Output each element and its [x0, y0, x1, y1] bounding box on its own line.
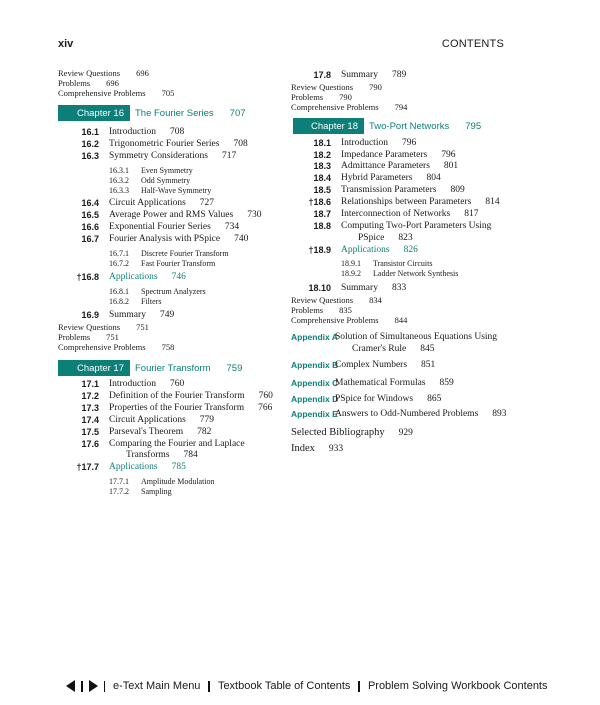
- previous-page-icon[interactable]: [66, 680, 75, 692]
- section-16-4[interactable]: 16.4 Circuit Applications 727: [81, 198, 215, 208]
- chapter-16-heading[interactable]: [58, 105, 246, 121]
- section-18-10[interactable]: 18.10 Summary 833: [308, 283, 407, 293]
- divider: [208, 681, 210, 692]
- section-16-1[interactable]: 16.1 Introduction 708: [81, 127, 185, 137]
- running-header: CONTENTS: [441, 38, 504, 50]
- index-entry[interactable]: Index 933: [291, 443, 344, 454]
- list-item[interactable]: Problems 790: [291, 92, 352, 102]
- list-item[interactable]: Problems 696: [58, 78, 119, 88]
- list-item[interactable]: Comprehensive Problems 844: [291, 315, 408, 325]
- section-17-1[interactable]: 17.1 Introduction 760: [81, 379, 185, 389]
- subsection[interactable]: 16.3.1 Even Symmetry: [109, 166, 193, 175]
- section-18-8[interactable]: 18.8 Computing Two-Port Parameters Using: [313, 221, 492, 231]
- chapter-17-heading[interactable]: [58, 360, 242, 376]
- chapter-page: 759: [226, 362, 243, 374]
- subsection[interactable]: 17.7.1 Amplitude Modulation: [109, 477, 215, 486]
- chapter-label: Chapter 17: [58, 360, 130, 376]
- list-item[interactable]: Review Questions 696: [58, 68, 149, 78]
- section-16-3[interactable]: 16.3 Symmetry Considerations 717: [81, 151, 237, 161]
- next-page-icon[interactable]: [89, 680, 98, 692]
- section-16-7[interactable]: 16.7 Fourier Analysis with PSpice 740: [81, 234, 249, 244]
- section-18-8-continued[interactable]: PSpice 823: [358, 233, 413, 243]
- section-17-2[interactable]: 17.2 Definition of the Fourier Transform 760: [81, 391, 273, 401]
- bibliography-entry[interactable]: Selected Bibliography 929: [291, 427, 413, 438]
- section-17-4[interactable]: 17.4 Circuit Applications 779: [81, 415, 215, 425]
- list-item[interactable]: Comprehensive Problems 794: [291, 102, 408, 112]
- chapter-title: Two-Port Networks: [369, 120, 450, 132]
- chapter-title: Fourier Transform: [135, 362, 211, 374]
- section-16-8[interactable]: †16.8 Applications 746: [76, 272, 186, 282]
- chapter-page: 707: [229, 107, 246, 119]
- divider: [81, 681, 83, 692]
- chapter-page: 795: [465, 120, 482, 132]
- section-17-6-continued[interactable]: Transforms 784: [126, 450, 198, 460]
- subsection[interactable]: 16.3.3 Half-Wave Symmetry: [109, 186, 212, 195]
- list-item[interactable]: Problems 751: [58, 332, 119, 342]
- section-17-5[interactable]: 17.5 Parseval's Theorem 782: [81, 427, 212, 437]
- divider: [104, 681, 106, 692]
- subsection[interactable]: 16.7.1 Discrete Fourier Transform: [109, 249, 229, 258]
- workbook-contents-link[interactable]: Problem Solving Workbook Contents: [367, 680, 548, 692]
- section-17-6[interactable]: 17.6 Comparing the Fourier and Laplace: [81, 439, 245, 449]
- subsection[interactable]: 18.9.2 Ladder Network Synthesis: [341, 269, 459, 278]
- section-18-5[interactable]: 18.5 Transmission Parameters 809: [313, 185, 465, 195]
- section-18-6[interactable]: †18.6 Relationships between Parameters 814: [308, 197, 500, 207]
- page-number: xiv: [58, 38, 74, 50]
- list-item[interactable]: Comprehensive Problems 758: [58, 342, 175, 352]
- section-17-3[interactable]: 17.3 Properties of the Fourier Transform 766: [81, 403, 273, 413]
- footer-nav: [66, 680, 550, 692]
- subsection[interactable]: 18.9.1 Transistor Circuits: [341, 259, 433, 268]
- section-18-7[interactable]: 18.7 Interconnection of Networks 817: [313, 209, 479, 219]
- chapter-18-heading[interactable]: [293, 118, 481, 134]
- list-item[interactable]: Problems 835: [291, 305, 352, 315]
- subsection[interactable]: 16.3.2 Odd Symmetry: [109, 176, 191, 185]
- list-item[interactable]: Review Questions 751: [58, 322, 149, 332]
- subsection[interactable]: 16.7.2 Fast Fourier Transform: [109, 259, 216, 268]
- section-18-3[interactable]: 18.3 Admittance Parameters 801: [313, 161, 459, 171]
- section-18-2[interactable]: 18.2 Impedance Parameters 796: [313, 150, 456, 160]
- section-16-5[interactable]: 16.5 Average Power and RMS Values 730: [81, 210, 262, 220]
- subsection[interactable]: 16.8.2 Filters: [109, 297, 162, 306]
- subsection[interactable]: 17.7.2 Sampling: [109, 487, 172, 496]
- section-17-8[interactable]: 17.8 Summary 789: [313, 70, 407, 80]
- section-18-1[interactable]: 18.1 Introduction 796: [313, 138, 417, 148]
- section-18-9[interactable]: †18.9 Applications 826: [308, 245, 418, 255]
- section-18-4[interactable]: 18.4 Hybrid Parameters 804: [313, 173, 441, 183]
- section-17-7[interactable]: †17.7 Applications 785: [76, 462, 186, 472]
- subsection[interactable]: 16.8.1 Spectrum Analyzers: [109, 287, 206, 296]
- section-16-2[interactable]: 16.2 Trigonometric Fourier Series 708: [81, 139, 248, 149]
- divider: [358, 681, 360, 692]
- chapter-label: Chapter 18: [293, 118, 364, 134]
- section-16-6[interactable]: 16.6 Exponential Fourier Series 734: [81, 222, 240, 232]
- chapter-title: The Fourier Series: [135, 107, 214, 119]
- chapter-label: Chapter 16: [58, 105, 130, 121]
- etext-main-menu-link[interactable]: e-Text Main Menu: [113, 680, 201, 692]
- list-item[interactable]: Review Questions 790: [291, 82, 382, 92]
- textbook-toc-link[interactable]: Textbook Table of Contents: [217, 680, 351, 692]
- list-item[interactable]: Comprehensive Problems 705: [58, 88, 175, 98]
- section-16-9[interactable]: 16.9 Summary 749: [81, 310, 175, 320]
- list-item[interactable]: Review Questions 834: [291, 295, 382, 305]
